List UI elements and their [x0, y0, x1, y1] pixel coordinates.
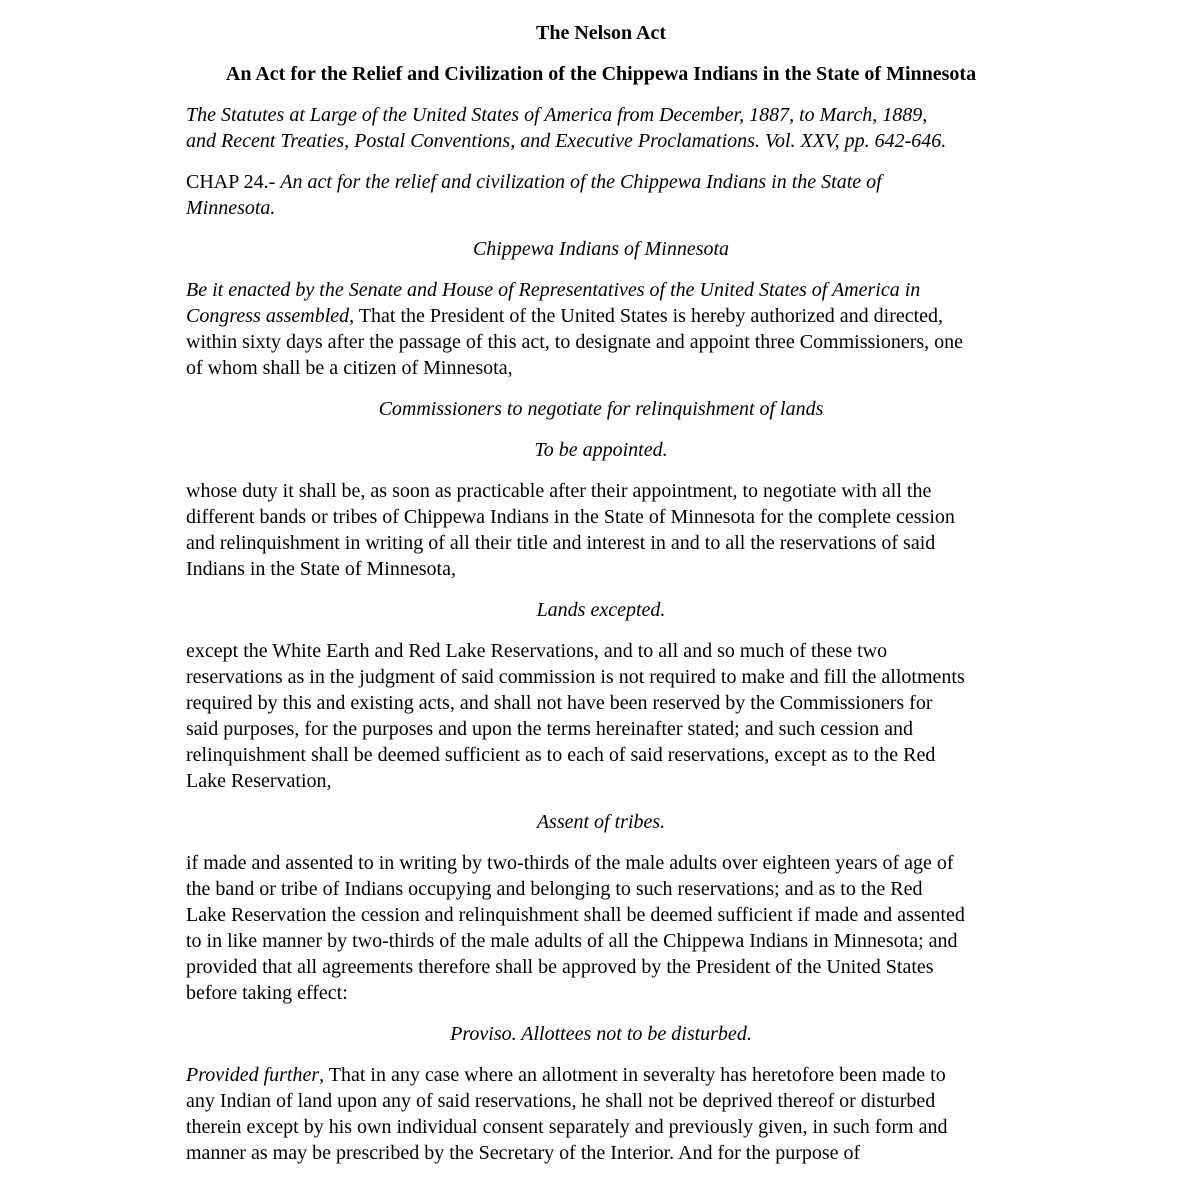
- enactment-italic: Congress assembled: [186, 305, 350, 327]
- chapter-line: Minnesota.: [186, 197, 276, 219]
- paragraph-line: required by this and existing acts, and shall not have been reserved by the Commissioners for: [186, 692, 933, 714]
- paragraph-line: Lake Reservation the cession and relinquishment shall be deemed sufficient if made and assented: [186, 904, 965, 926]
- duty-paragraph: [186, 478, 1016, 582]
- paragraph-line: manner as may be prescribed by the Secretary of the Interior. And for the purpose of: [186, 1142, 861, 1164]
- proviso-text: , That in any case where an allotment in severalty has heretofore been made to: [319, 1064, 946, 1086]
- paragraph-line: any Indian of land upon any of said reservations, he shall not be deprived thereof or disturbed: [186, 1090, 936, 1112]
- paragraph-line: [186, 1062, 1016, 1088]
- paragraph-line: reservations as in the judgment of said commission is not required to make and fill the allotments: [186, 666, 965, 688]
- margin-note-heading: Proviso. Allottees not to be disturbed.: [450, 1023, 752, 1045]
- paragraph-line: to in like manner by two-thirds of the male adults of all the Chippewa Indians in Minnesota; and: [186, 930, 958, 952]
- chapter-title: An act for the relief and civilization of the Chippewa Indians in the State of: [280, 171, 882, 193]
- paragraph-line: whose duty it shall be, as soon as practicable after their appointment, to negotiate with all the: [186, 480, 932, 502]
- paragraph-line: of whom shall be a citizen of Minnesota,: [186, 357, 513, 379]
- citation: [186, 102, 1016, 154]
- chapter-prefix: CHAP 24.-: [186, 171, 281, 193]
- document-title: The Nelson Act: [536, 22, 666, 44]
- enactment-text: , That the President of the United States is hereby authorized and directed,: [349, 305, 944, 327]
- margin-note-heading: Lands excepted.: [536, 599, 666, 621]
- document-subtitle: An Act for the Relief and Civilization of the Chippewa Indians in the State of Minnesota: [225, 63, 977, 85]
- document-page: [186, 20, 1016, 1181]
- margin-note-heading: To be appointed.: [534, 439, 668, 461]
- chapter-heading: [186, 169, 1016, 221]
- paragraph-line: Lake Reservation,: [186, 770, 332, 792]
- paragraph-line: Indians in the State of Minnesota,: [186, 558, 456, 580]
- paragraph-line: before taking effect:: [186, 982, 348, 1004]
- paragraph-line: except the White Earth and Red Lake Reservations, and to all and so much of these two: [186, 640, 888, 662]
- citation-line: and Recent Treaties, Postal Conventions, and Executive Proclamations. Vol. XXV, pp. 642-646.: [186, 130, 947, 152]
- citation-line: The Statutes at Large of the United States of America from December, 1887, to March, 1889,: [186, 104, 928, 126]
- paragraph-line: within sixty days after the passage of this act, to designate and appoint three Commissioners, one: [186, 331, 964, 353]
- paragraph-line: therein except by his own individual consent separately and previously given, in such form and: [186, 1116, 948, 1138]
- except-paragraph: [186, 638, 1016, 794]
- proviso-italic: Provided further: [186, 1064, 320, 1086]
- paragraph-line: provided that all agreements therefore shall be approved by the President of the United States: [186, 956, 934, 978]
- paragraph-line: if made and assented to in writing by two-thirds of the male adults over eighteen years of age of: [186, 852, 954, 874]
- paragraph-line: relinquishment shall be deemed sufficient as to each of said reservations, except as to the Red: [186, 744, 936, 766]
- margin-note-heading: Assent of tribes.: [536, 811, 666, 833]
- enactment-paragraph: [186, 277, 1016, 381]
- paragraph-line: said purposes, for the purposes and upon the terms hereinafter stated; and such cession and: [186, 718, 914, 740]
- proviso-paragraph: [186, 1062, 1016, 1166]
- paragraph-line: Be it enacted by the Senate and House of Representatives of the United States of America in: [186, 279, 921, 301]
- paragraph-line: the band or tribe of Indians occupying and belonging to such reservations; and as to the Red: [186, 878, 923, 900]
- paragraph-line: and relinquishment in writing of all their title and interest in and to all the reservations of said: [186, 532, 936, 554]
- section-heading: Chippewa Indians of Minnesota: [472, 238, 730, 260]
- paragraph-line: [186, 303, 1016, 329]
- paragraph-line: different bands or tribes of Chippewa Indians in the State of Minnesota for the complete cession: [186, 506, 955, 528]
- chapter-line: [186, 169, 1016, 195]
- assent-paragraph: [186, 850, 1016, 1006]
- margin-note-heading: Commissioners to negotiate for relinquishment of lands: [378, 398, 824, 420]
